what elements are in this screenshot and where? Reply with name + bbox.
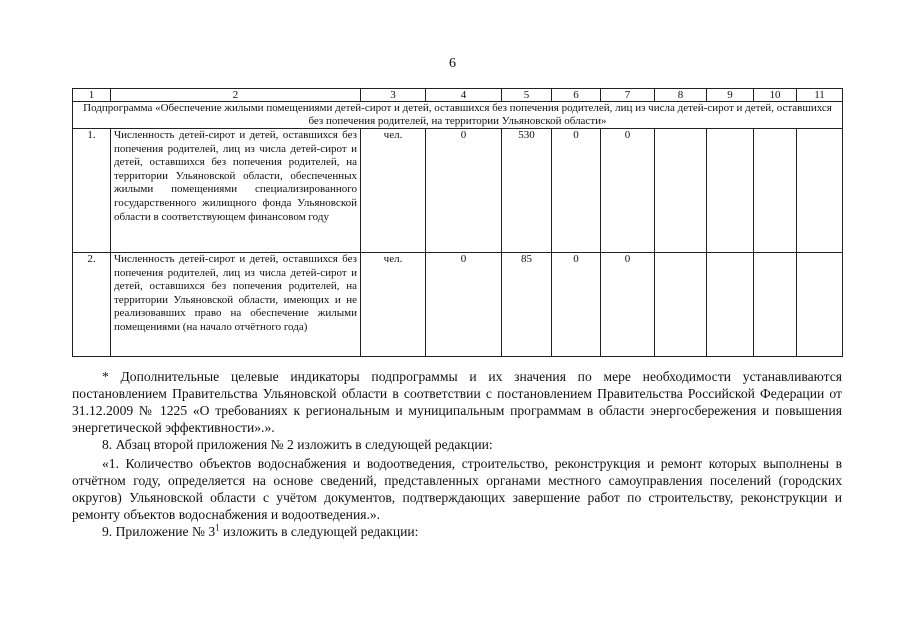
paragraph-9-superscript: 1	[215, 522, 220, 533]
row-unit: чел.	[361, 253, 426, 357]
row-value	[655, 253, 707, 357]
header-cell: 11	[797, 89, 843, 102]
header-cell: 1	[73, 89, 111, 102]
header-cell: 8	[655, 89, 707, 102]
row-unit: чел.	[361, 129, 426, 253]
row-value: 0	[601, 253, 655, 357]
header-cell: 2	[111, 89, 361, 102]
row-description: Численность детей-сирот и детей, оставшихся без попечения родителей, лиц из числа детей-сирот и детей, оставшихся без попечения родителей, на территории Ульяновской области, имеющих и не реализовавших право на обеспечение жилыми помещениями (на начало отчётного года)	[111, 253, 361, 357]
header-cell: 7	[601, 89, 655, 102]
page-number: 6	[449, 56, 456, 71]
row-value: 0	[426, 129, 502, 253]
header-cell: 3	[361, 89, 426, 102]
footnote: * Дополнительные целевые индикаторы подпрограммы и их значения по мере необходимости устанавливаются постановлением Правительства Ульяновской области в соответствии с постановлением Правительства Российской Федерации от 31.12.2009 № 1225 «О требованиях к региональным и муниципальным программам в области энергосбережения и повышения энергетической эффективности».».	[72, 369, 842, 435]
header-cell: 5	[502, 89, 552, 102]
row-value: 85	[502, 253, 552, 357]
header-cell: 9	[707, 89, 754, 102]
row-number: 2.	[73, 253, 111, 357]
row-value	[797, 253, 843, 357]
table-row	[73, 129, 843, 253]
row-value	[797, 129, 843, 253]
row-value	[707, 129, 754, 253]
row-description: Численность детей-сирот и детей, оставшихся без попечения родителей, лиц из числа детей-сирот и детей, оставшихся без попечения родителей, на территории Ульяновской области, обеспеченных жилыми помещениями специализированного государственного жилищного фонда Ульяновской области в соответствующем финансовом году	[111, 129, 361, 253]
subprogram-title: Подпрограмма «Обеспечение жилыми помещениями детей-сирот и детей, оставшихся без попечения родителей, лиц из числа детей-сирот и детей, оставшихся без попечения родителей, на территории Ульяновской области»	[73, 102, 843, 129]
row-value: 0	[552, 253, 601, 357]
paragraph-8: 8. Абзац второй приложения № 2 изложить в следующей редакции:	[102, 437, 493, 452]
paragraph-9	[72, 523, 842, 540]
row-value: 0	[601, 129, 655, 253]
table-row	[73, 253, 843, 357]
indicators-table	[72, 88, 843, 357]
row-value: 0	[552, 129, 601, 253]
row-number: 1.	[73, 129, 111, 253]
row-value	[707, 253, 754, 357]
row-value: 0	[426, 253, 502, 357]
header-cell: 10	[754, 89, 797, 102]
header-row	[73, 89, 843, 102]
subprogram-row	[73, 102, 843, 129]
row-value	[655, 129, 707, 253]
header-cell: 4	[426, 89, 502, 102]
quoted-paragraph: «1. Количество объектов водоснабжения и водоотведения, строительство, реконструкция и ремонт которых выполнены в отчётном году, определяется на основе сведений, представленных органами местного самоуправления поселений (городских округов) Ульяновской области с учётом документов, подтверждающих завершение работ по строительству, реконструкции и ремонту объектов водоснабжения и водоотведения.».	[72, 456, 842, 522]
paragraph-9-text: 9. Приложение № 3	[102, 524, 216, 539]
header-cell: 6	[552, 89, 601, 102]
paragraph-9-text-end: изложить в следующей редакции:	[219, 524, 419, 539]
row-value	[754, 129, 797, 253]
row-value	[754, 253, 797, 357]
row-value: 530	[502, 129, 552, 253]
